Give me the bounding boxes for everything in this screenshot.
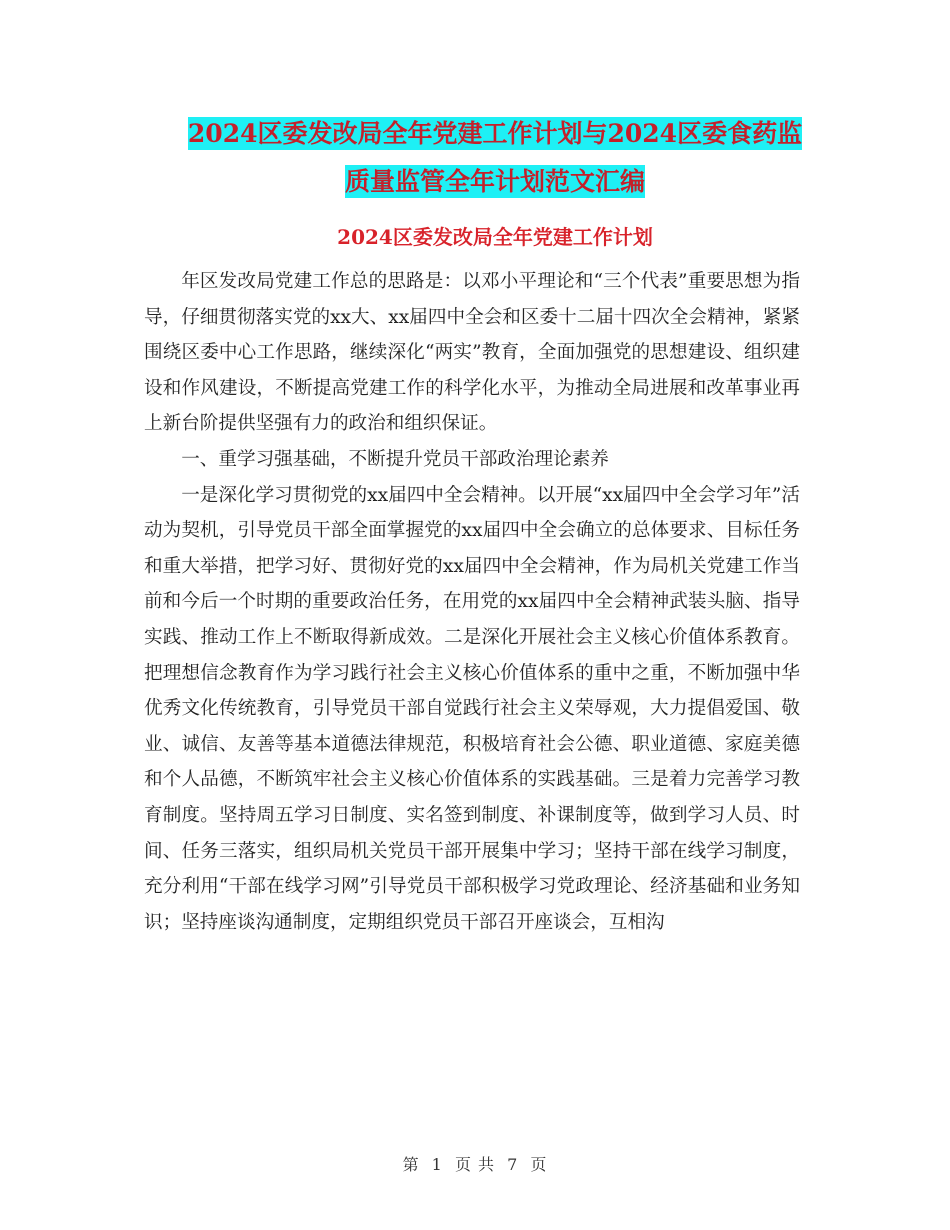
paragraph-intro: 年区发改局党建工作总的思路是：以邓小平理论和“三个代表”重要思想为指导，仔细贯彻落实党的xx大、xx届四中全会和区委十二届十四次全会精神，紧紧围绕区委中心工作思路，继续深化“两实”教育，全面加强党的思想建设、组织建设和作风建设，不断提高党建工作的科学化水平，为推动全局进展和改革事业再上新台阶提供坚强有力的政治和组织保证。 [144, 271, 800, 435]
footer-page-number: 1 [431, 1155, 443, 1174]
section-title: 2024区委发改局全年党建工作计划 [337, 225, 653, 249]
document-body [144, 264, 800, 940]
footer-prefix: 第 [402, 1155, 420, 1174]
title-line-2: 质量监管全年计划范文汇编 [344, 167, 645, 196]
footer-mid: 页 共 [454, 1155, 496, 1174]
paragraph-study: 一是深化学习贯彻党的xx届四中全会精神。以开展“xx届四中全会学习年”活动为契机，引导党员干部全面掌握党的xx届四中全会确立的总体要求、目标任务和重大举措，把学习好、贯彻好党的xx届四中全会精神，作为局机关党建工作当前和今后一个时期的重要政治任务，在用党的xx届四中全会精神武装头脑、指导实践、推动工作上不断取得新成效。二是深化开展社会主义核心价值体系教育。把理想信念教育作为学习践行社会主义核心价值体系的重中之重，不断加强中华优秀文化传统教育，引导党员干部自觉践行社会主义荣辱观，大力提倡爱国、敬业、诚信、友善等基本道德法律规范，积极培育社会公德、职业道德、家庭美德和个人品德，不断筑牢社会主义核心价值体系的实践基础。三是着力完善学习教育制度。坚持周五学习日制度、实名签到制度、补课制度等，做到学习人员、时间、任务三落实，组织局机关党员干部开展集中学习；坚持干部在线学习制度，充分利用“干部在线学习网”引导党员干部积极学习党政理论、经济基础和业务知识；坚持座谈沟通制度，定期组织党员干部召开座谈会，互相沟 [144, 484, 800, 933]
title-line-1: 2024区委发改局全年党建工作计划与2024区委食药监 [187, 119, 803, 148]
paragraph-heading-1: 一、重学习强基础，不断提升党员干部政治理论素养 [181, 448, 609, 470]
footer-suffix: 页 [530, 1155, 548, 1174]
page-footer [0, 1152, 950, 1175]
footer-total-pages: 7 [507, 1155, 519, 1174]
document-title [140, 110, 850, 206]
